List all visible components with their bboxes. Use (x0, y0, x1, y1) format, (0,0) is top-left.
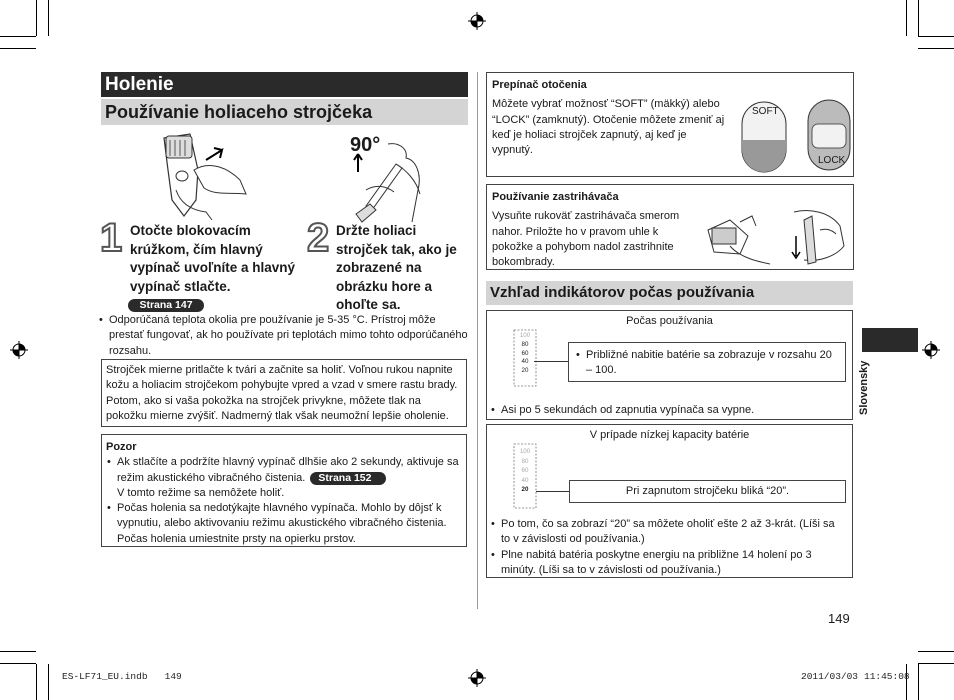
crop-mark (36, 0, 37, 36)
page-reference-badge[interactable]: Strana 152 (310, 472, 385, 485)
caution-item-1-text: Ak stlačíte a podržíte hlavný vypínač dlhšie ako 2 sekundy, aktivuje sa režim akustického vibračného čistenia. (117, 456, 459, 484)
footer-file-info: ES-LF71_EU.indb 149 (62, 671, 182, 682)
crop-mark (0, 48, 36, 49)
shaving-tip-box (101, 359, 467, 427)
rotation-switch-box (486, 72, 854, 177)
list-item: • Asi po 5 sekundách od zapnutia vypínača sa vypne. (490, 403, 846, 418)
callout-connector (536, 491, 569, 492)
crop-mark (918, 651, 954, 652)
level-80: 80 (521, 340, 529, 348)
rotation-switch-text: Môžete vybrať možnosť “SOFT” (mäkký) alebo “LOCK” (zamknutý). Otočenie môžete zmeniť aj keď je holiaci strojček zapnutý, aj keď je vypnutý. (492, 98, 725, 157)
crop-mark (918, 663, 954, 664)
level-60: 60 (521, 467, 529, 474)
list-item: • Po tom, čo sa zobrazí “20” sa môžete oholiť ešte 2 až 3-krát. (Líši sa to v závislosti od používania.) (490, 517, 846, 548)
during-use-callout (568, 342, 846, 382)
crop-mark (918, 664, 919, 700)
step-2-number: 2 (307, 216, 330, 260)
crop-mark (0, 651, 36, 652)
crop-mark (48, 0, 49, 36)
callout-connector (534, 361, 568, 362)
during-use-title: Počas používania (626, 315, 713, 327)
crop-mark (918, 36, 954, 37)
language-tab-label: Slovensky (858, 360, 870, 415)
crop-mark (36, 664, 37, 700)
column-divider (477, 72, 478, 609)
low-battery-callout (569, 480, 846, 503)
caution-box (101, 434, 467, 547)
angle-label: 90° (350, 134, 381, 156)
soft-label: SOFT (752, 106, 779, 117)
list-item: • Odporúčaná teplota okolia pre používanie je 5-35 °C. Prístroj môže prestať fungovať, ak ho používate pri teplotách mimo tohto odporúčaného rozsahu. (98, 313, 470, 359)
level-40: 40 (521, 358, 529, 366)
level-40: 40 (521, 476, 529, 484)
footer-date: 2011/03/03 (801, 671, 859, 682)
low-battery-callout-text: Pri zapnutom strojčeku bliká “20”. (625, 485, 790, 497)
crop-mark (906, 664, 907, 700)
rotation-switch-title: Prepínač otočenia (492, 79, 587, 91)
subsection-title: Používanie holiaceho strojčeka (101, 99, 468, 125)
level-100: 100 (519, 448, 531, 455)
caution-title: Pozor (106, 441, 137, 453)
footer-time: 11:45:08 (864, 671, 910, 682)
registration-mark-icon (468, 12, 486, 30)
list-item: • Približné nabitie batérie sa zobrazuje v rozsahu 20 – 100. (575, 348, 839, 379)
language-tab (862, 328, 918, 352)
battery-level-list (514, 332, 536, 376)
crop-mark (918, 0, 919, 36)
level-100: 100 (519, 332, 531, 339)
shaver-lock-ring-illustration (150, 130, 250, 222)
step-1-text: Otočte blokovacím krúžkom, čím hlavný vypínač uvoľníte a hlavný vypínač stlačte. (130, 223, 296, 294)
low-battery-notes (490, 517, 846, 578)
crop-mark (48, 664, 49, 700)
list-item: • Plne nabitá batéria poskytne energiu na približne 14 holení po 3 minúty. (Líši sa to v závislosti od používania.) (490, 548, 846, 579)
level-20: 20 (521, 486, 529, 493)
step-1-number: 1 (100, 216, 123, 260)
page-number: 149 (828, 611, 850, 626)
indicator-section-title: Vzhľad indikátorov počas používania (486, 281, 853, 305)
level-20: 20 (521, 367, 529, 375)
trimmer-illustration (700, 206, 850, 268)
crop-mark (918, 48, 954, 49)
step-2-text: Držte holiaci strojček tak, ako je zobrazené na obrázku hore a ohoľte sa. (336, 223, 457, 313)
caution-item-1-sub: V tomto režime sa nemôžete holiť. (117, 486, 285, 499)
level-60: 60 (521, 349, 529, 357)
level-80: 80 (521, 457, 529, 465)
crop-mark (906, 0, 907, 36)
low-battery-title: V prípade nízkej kapacity batérie (589, 429, 750, 441)
crop-mark (0, 663, 36, 664)
lock-label: LOCK (818, 155, 846, 166)
temperature-note (98, 313, 470, 359)
trimmer-title: Používanie zastrihávača (492, 191, 619, 203)
list-item: • Počas holenia sa nedotýkajte hlavného vypínača. Mohlo by dôjsť k vypnutiu, alebo aktivovaniu režimu akustického vibračného čistenia. Počas holenia umiestnite prsty na opierku prstov. (106, 501, 462, 547)
registration-mark-icon (468, 669, 486, 687)
trimmer-text: Vysuňte rukoväť zastrihávača smerom nahor. Priložte ho v pravom uhle k pokožke a pohybom nadol zastrihnite bokombrady. (492, 210, 680, 269)
page-reference-badge[interactable]: Strana 147 (128, 299, 204, 312)
registration-mark-icon (922, 341, 940, 359)
battery-level-list (514, 447, 536, 495)
list-item (106, 455, 462, 501)
registration-mark-icon (10, 341, 28, 359)
crop-mark (0, 36, 36, 37)
shaving-tip-text: Strojček mierne pritlačte k tvári a začnite sa holiť. Voľnou rukou napnite kožu a holiacim strojčekom pohybujte vpred a vzad v smere rastu brady. Potom, ako si vaša pokožka na strojček privykne, môžete tlak na pokožku mierne zvýšiť. Nadmerný tlak však neumožní lepšie oholenie. (106, 364, 458, 422)
during-use-notes (490, 403, 846, 418)
section-title: Holenie (101, 72, 468, 97)
